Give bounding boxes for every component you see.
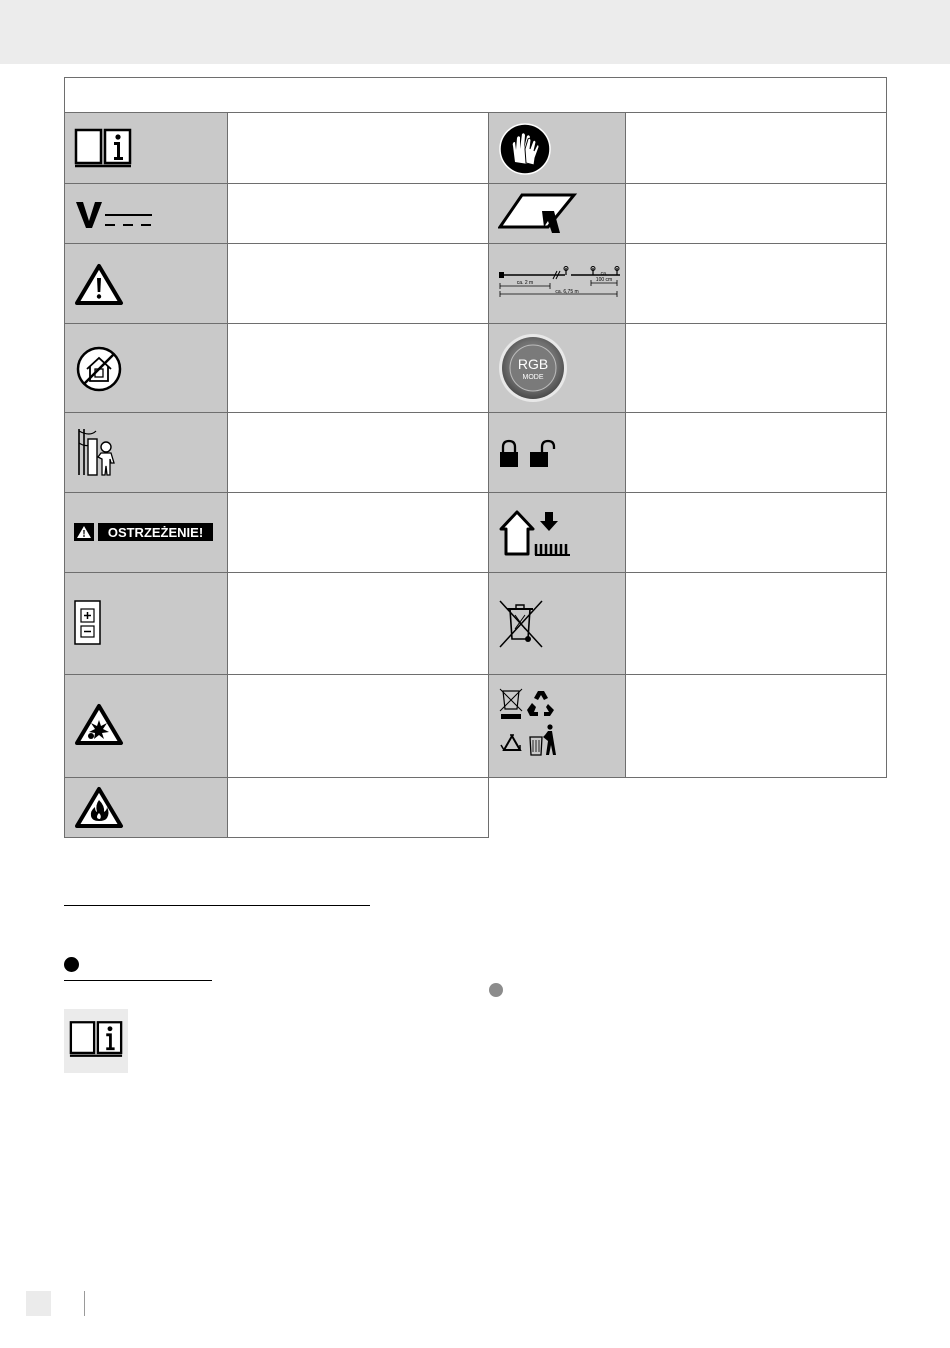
warning-label-text: OSTRZEŻENIE! [107,525,204,540]
length-label-spacing: 100 cm [595,277,613,283]
legend-icon-cell [489,493,626,573]
footer-divider [84,1291,85,1316]
table-row [65,413,887,493]
warning-triangle-icon [74,263,124,307]
legend-icon-cell [65,244,228,324]
no-indoor-use-icon [75,345,123,393]
legend-text [626,573,887,675]
legend-text [228,573,489,675]
rgb-label: RGB [517,356,549,372]
legend-icon-cell [489,113,626,184]
legend-text [626,113,887,184]
symbol-legend-table [64,77,887,838]
manual-info-box [64,1009,128,1073]
ground-stake-icon [498,193,578,237]
legend-icon-cell [65,324,228,413]
gloves-icon [498,122,552,176]
legend-text [228,493,489,573]
legend-icon-cell [65,493,228,573]
table-row [65,573,887,675]
legend-icon-cell [65,184,228,244]
child-window-icon [76,427,120,479]
table-row [65,778,887,838]
legend-text [228,413,489,493]
weee-bin-icon [498,599,544,649]
length-label-lead: ca. 2 m [516,280,534,286]
legend-text [626,675,887,778]
outdoor-use-icon [498,509,572,559]
subsection-rule [64,980,212,981]
legend-text [626,324,887,413]
table-row [65,493,887,573]
legend-text [228,778,489,838]
table-row [65,324,887,413]
light-chain-length-icon [493,266,621,302]
legend-icon-cell [489,244,626,324]
legend-icon-cell [489,184,626,244]
legend-text [228,324,489,413]
legend-icon-cell [489,573,626,675]
legend-icon-cell [489,324,626,413]
table-row [65,675,887,778]
legend-icon-cell [65,413,228,493]
lock-unlock-icon [498,439,558,469]
length-label-total: ca. 6,75 m [555,289,579,295]
section-bullet-black [64,957,79,972]
manual-info-icon [74,127,132,169]
legend-icon-cell [489,413,626,493]
legend-text [228,184,489,244]
legend-icon-cell [65,113,228,184]
table-row [65,113,887,184]
mode-label: MODE [522,374,544,381]
length-label-spacing-ca: ca. [600,271,608,277]
page-number [26,1291,51,1316]
legend-title [65,78,887,113]
header-bar [0,0,950,64]
legend-text [228,675,489,778]
legend-icon-cell [65,675,228,778]
fire-warning-icon [74,786,124,830]
legend-icon-cell [65,573,228,675]
legend-text [228,113,489,184]
section-rule [64,905,370,906]
battery-polarity-icon [74,600,102,646]
table-row [65,184,887,244]
legend-text [228,244,489,324]
rgb-mode-icon [498,333,568,403]
warning-label-icon [74,523,214,543]
legend-icon-cell [489,675,626,778]
legend-text [626,413,887,493]
legend-text [626,244,887,324]
explosion-warning-icon [74,703,124,747]
dc-voltage-icon [74,198,154,232]
legend-icon-cell [65,778,228,838]
recycling-symbols-icon [498,687,560,761]
legend-text [626,493,887,573]
section-bullet-grey [489,983,503,997]
legend-text [626,184,887,244]
table-row [65,244,887,324]
manual-info-icon [69,1019,123,1059]
